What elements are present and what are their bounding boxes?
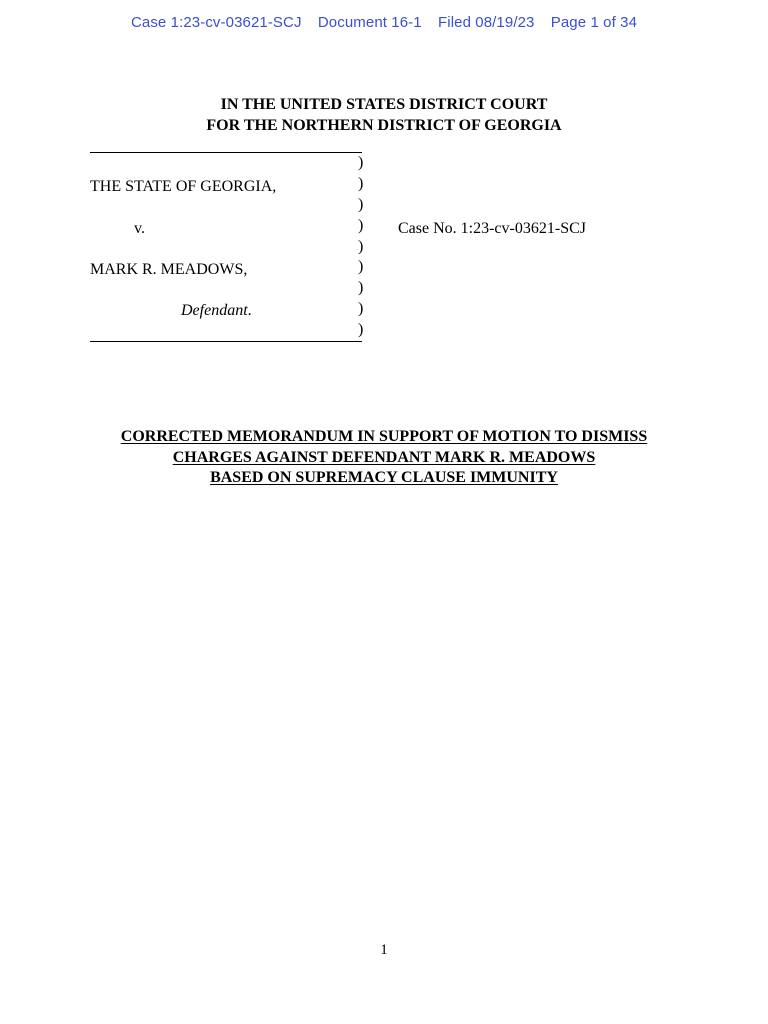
ecf-case-number: Case 1:23-cv-03621-SCJ — [130, 14, 302, 31]
defendant-role-label: Defendant — [181, 302, 248, 319]
ecf-document-number: Document 16-1 — [317, 14, 422, 31]
plaintiff-name: THE STATE OF GEORGIA, — [90, 178, 277, 195]
caption-paren: ) — [358, 321, 364, 339]
defendant-name: MARK R. MEADOWS, — [90, 261, 248, 278]
court-heading-line-2: FOR THE NORTHERN DISTRICT OF GEORGIA — [206, 117, 562, 134]
defendant-role — [181, 302, 252, 320]
court-heading — [0, 94, 768, 136]
caption-bottom-rule — [90, 341, 362, 342]
caption-paren: ) — [358, 258, 364, 276]
document-title-line-2: CHARGES AGAINST DEFENDANT MARK R. MEADOWS — [172, 448, 596, 466]
caption-top-rule — [90, 152, 362, 153]
caption-paren: ) — [358, 154, 364, 171]
defendant-role-period: . — [247, 302, 252, 319]
caption-paren: ) — [358, 195, 364, 213]
document-title — [0, 427, 768, 489]
caption-paren: ) — [358, 174, 364, 192]
document-title-line-3: BASED ON SUPREMACY CLAUSE IMMUNITY — [210, 469, 558, 486]
caption-paren-column — [358, 153, 368, 341]
ecf-filing-header — [0, 14, 768, 31]
case-number: Case No. 1:23-cv-03621-SCJ — [398, 220, 586, 237]
caption-paren: ) — [358, 300, 364, 318]
caption-paren: ) — [358, 216, 364, 234]
court-heading-line-1: IN THE UNITED STATES DISTRICT COURT — [220, 96, 548, 113]
page-number: 1 — [380, 942, 388, 958]
case-caption — [90, 152, 690, 352]
caption-paren: ) — [358, 279, 364, 297]
document-title-line-1: CORRECTED MEMORANDUM IN SUPPORT OF MOTION TO DISMISS — [120, 428, 648, 445]
ecf-filed-date: Filed 08/19/23 — [438, 14, 535, 31]
caption-paren: ) — [358, 237, 364, 255]
ecf-page-count: Page 1 of 34 — [550, 14, 638, 31]
versus-label: v. — [134, 220, 145, 237]
